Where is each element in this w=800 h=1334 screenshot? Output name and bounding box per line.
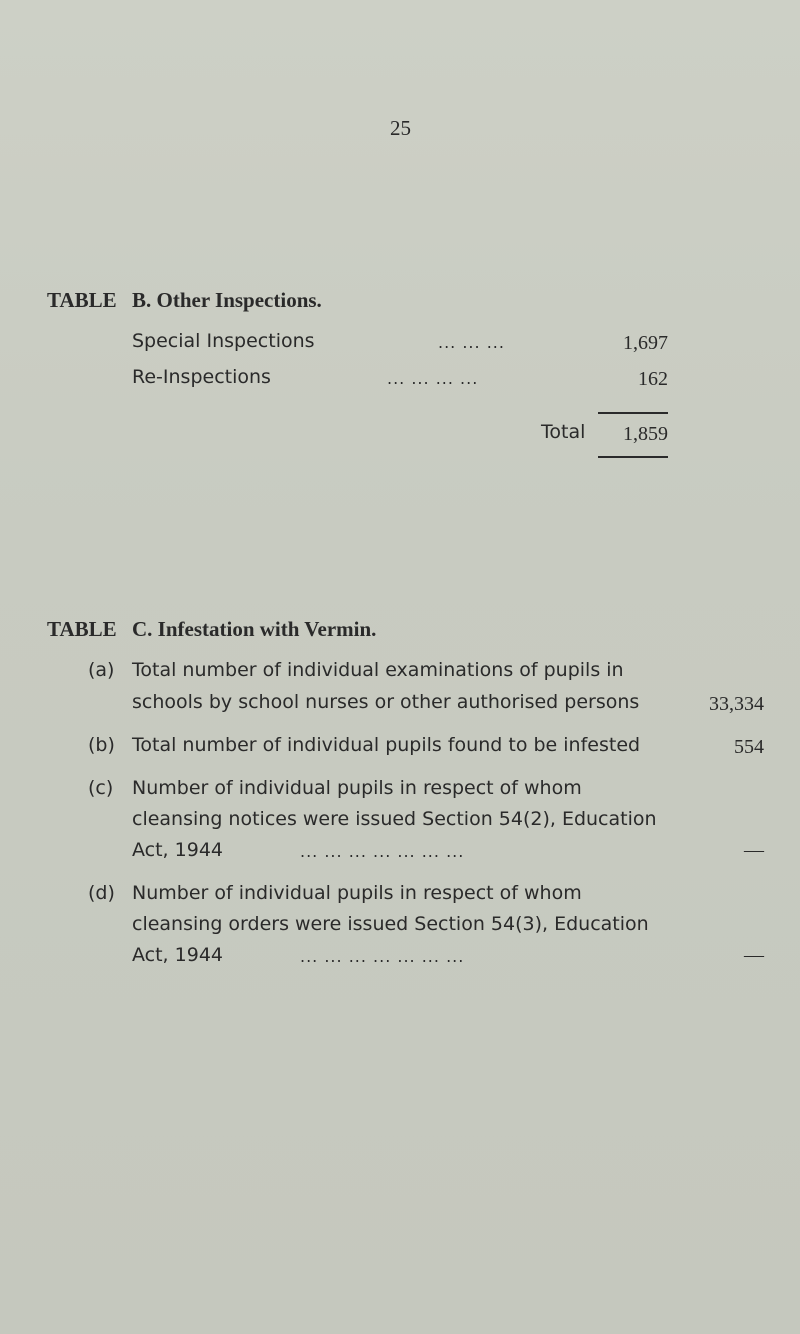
item-text-line: cleansing orders were issued Section 54(3), Education (132, 913, 649, 935)
item-value: 33,334 (709, 693, 764, 715)
item-leader: ... ... ... ... ... ... ... (300, 947, 465, 966)
item-text-line: schools by school nurses or other authorised persons (132, 691, 640, 713)
item-value: 554 (734, 736, 764, 758)
item-value: — (744, 944, 764, 966)
item-marker: (a) (88, 659, 115, 681)
item-marker: (d) (88, 882, 115, 904)
table-c-heading: C. Infestation with Vermin. (132, 617, 377, 641)
table-b-total-label: Total (541, 421, 586, 443)
item-value: — (744, 839, 764, 861)
item-text-line: Total number of individual examinations of pupils in (132, 659, 624, 681)
item-text-line: Number of individual pupils in respect of whom (132, 882, 582, 904)
table-b-heading: B. Other Inspections. (132, 288, 322, 312)
table-b-row-name: Re-Inspections (132, 366, 271, 388)
page-number: 25 (390, 116, 411, 140)
item-text-line: Act, 1944 (132, 839, 223, 861)
item-text-line: Act, 1944 (132, 944, 223, 966)
item-marker: (c) (88, 777, 114, 799)
item-leader: ... ... ... ... ... ... ... (300, 842, 465, 861)
table-b-row-value: 162 (638, 368, 668, 390)
table-b-row-name: Special Inspections (132, 330, 315, 352)
item-text-line: Number of individual pupils in respect of whom (132, 777, 582, 799)
table-b-row-value: 1,697 (623, 332, 668, 354)
table-b-label: TABLE (47, 288, 117, 312)
table-b-total-bottom-rule (598, 456, 668, 458)
table-b-row-leader: ... ... ... ... (387, 369, 479, 388)
item-text-line: cleansing notices were issued Section 54(2), Education (132, 808, 657, 830)
item-text-line: Total number of individual pupils found to be infested (132, 734, 641, 756)
table-b-total-value: 1,859 (623, 423, 668, 445)
table-c-label: TABLE (47, 617, 117, 641)
table-b-total-top-rule (598, 412, 668, 414)
item-marker: (b) (88, 734, 115, 756)
table-b-row-leader: ... ... ... (438, 333, 505, 352)
